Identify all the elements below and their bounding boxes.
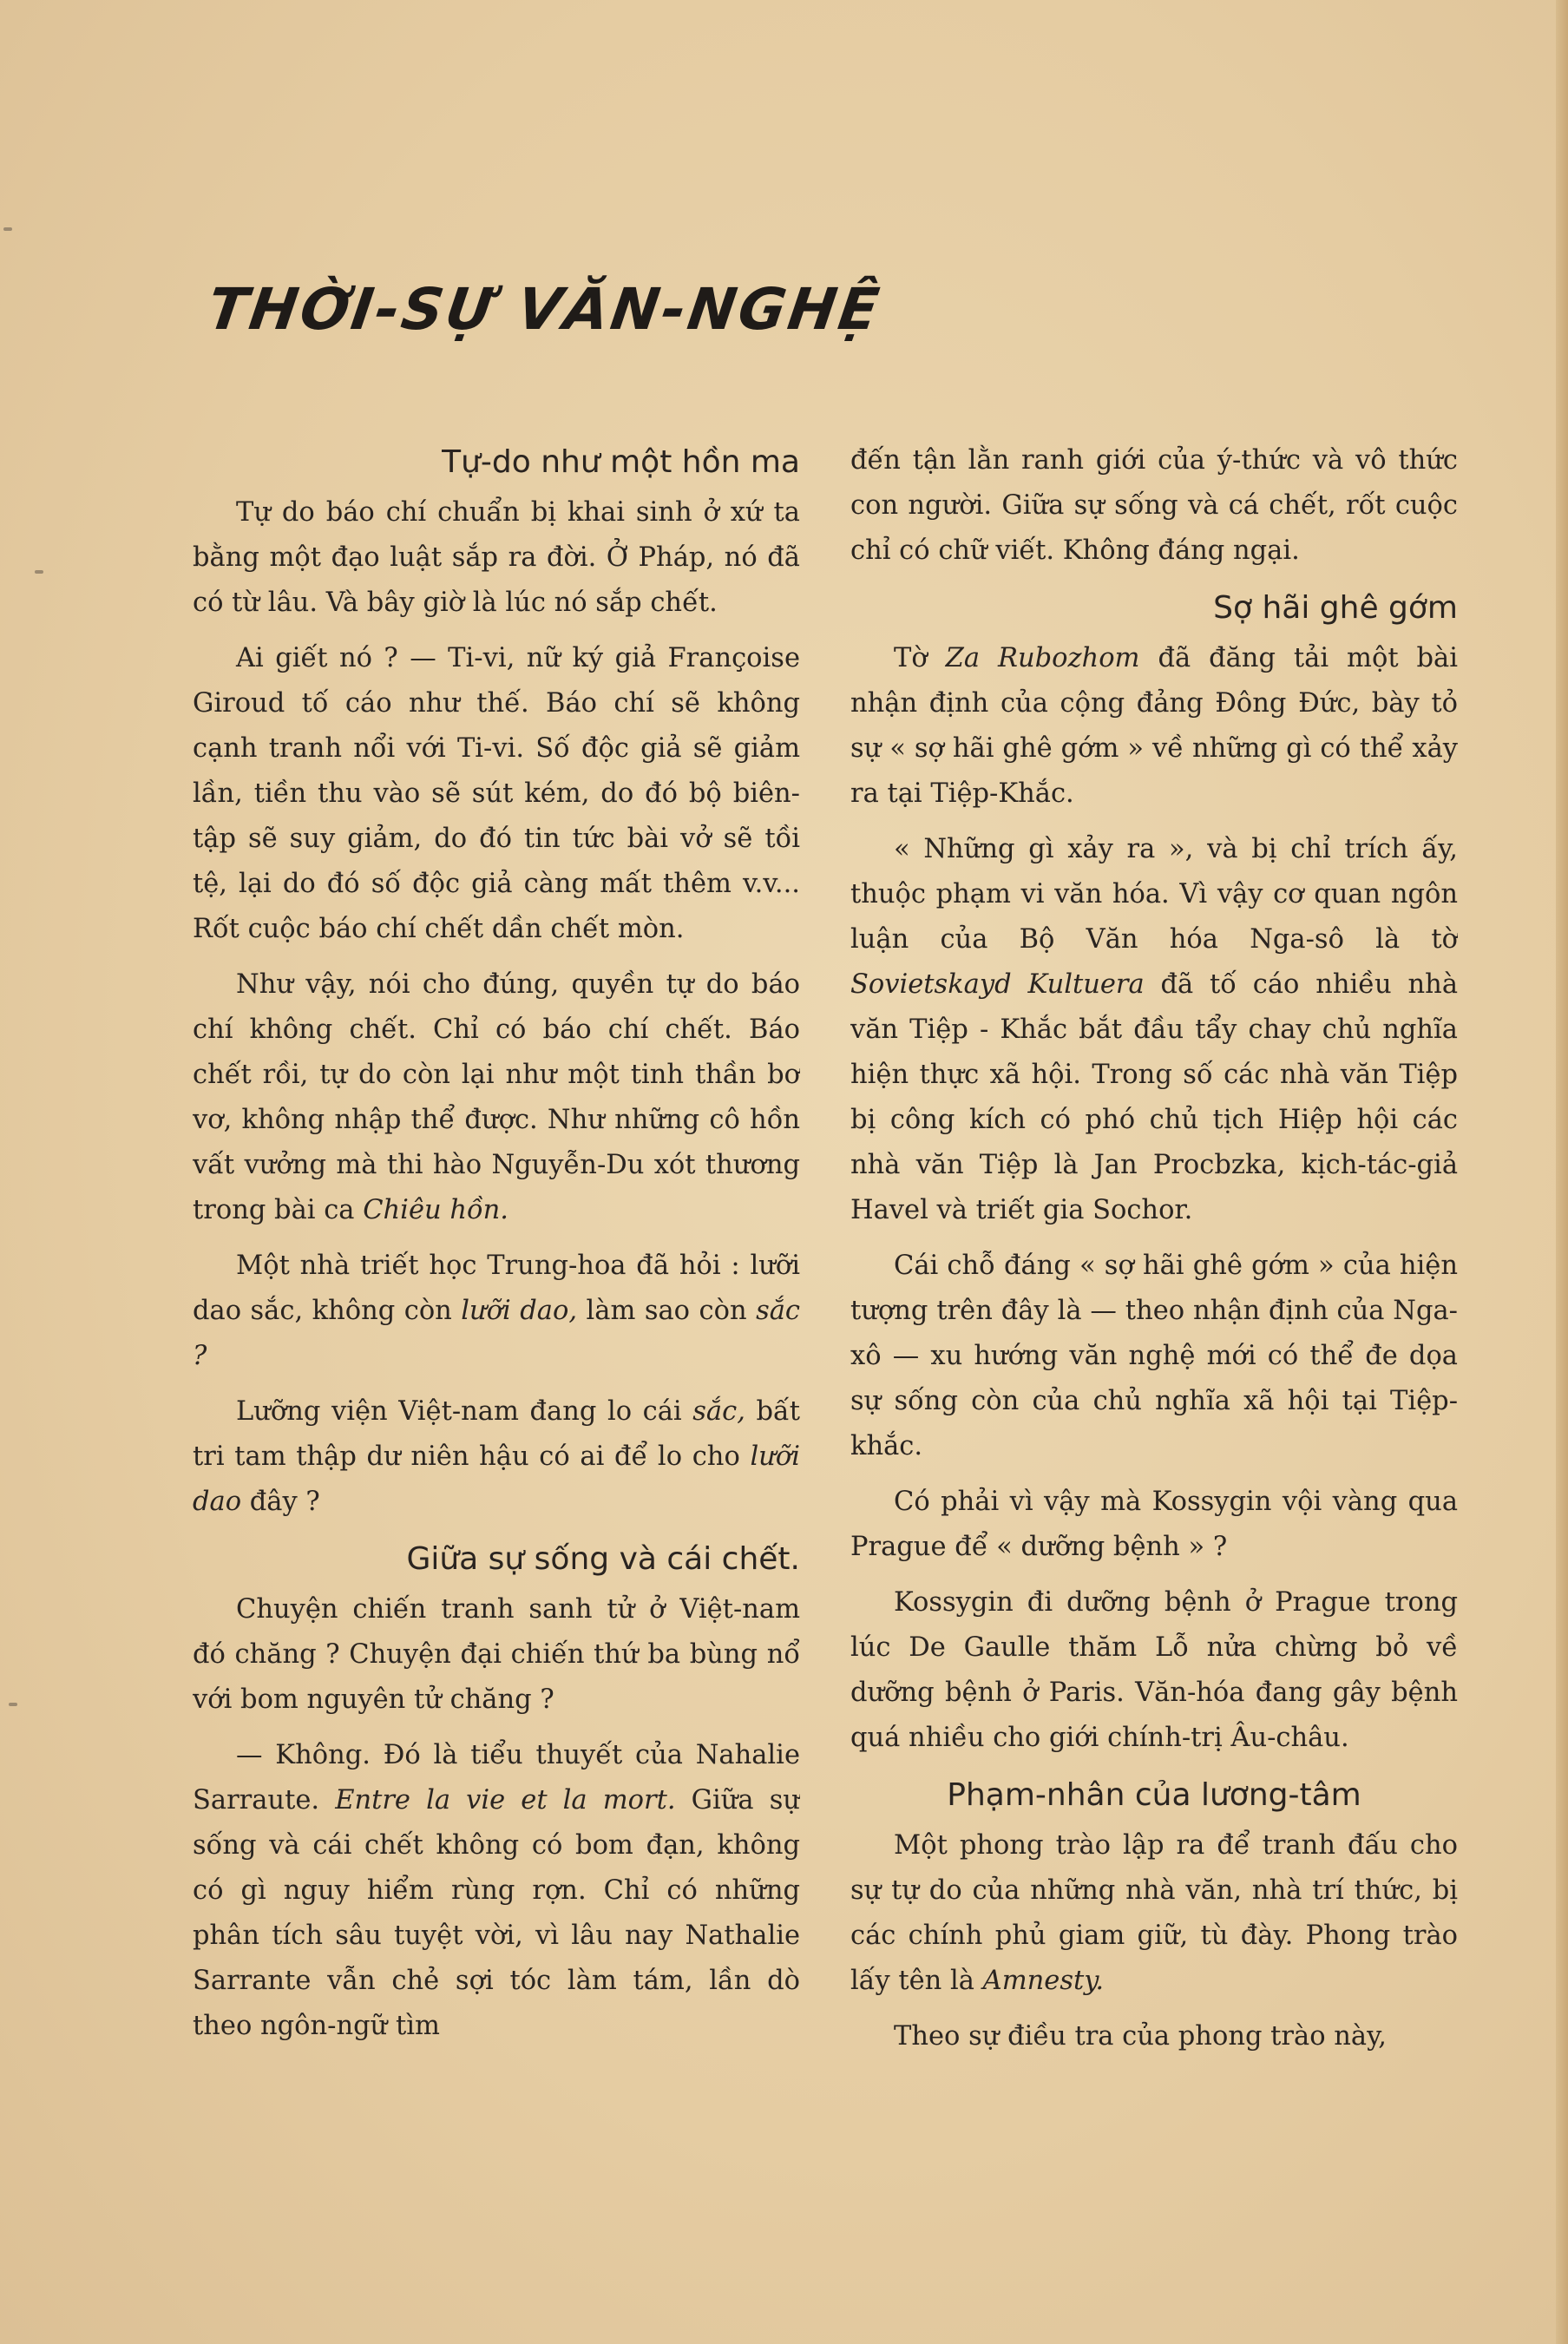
paragraph: Như vậy, nói cho đúng, quyền tự do báo chí không chết. Chỉ có báo chí chết. Báo chết rồi, tự do còn lại như một tinh thần bơ vơ, không nhập thể được. Như những cô hồn vất vưởng mà thi hào Nguyễn-Du xót thương trong bài ca Chiêu hồn. [193, 969, 800, 1225]
paragraph: Theo sự điều tra của phong trào này, [894, 2021, 1387, 2052]
section-masthead: THỜI-SỰ VĂN-NGHỆ [203, 276, 886, 343]
paragraph: Một nhà triết học Trung-hoa đã hỏi : lưỡi dao sắc, không còn lưỡi dao, làm sao còn sắc ? [193, 1251, 800, 1371]
paragraph: đến tận lằn ranh giới của ý-thức và vô thức con người. Giữa sự sống và cá chết, rốt cuộc chỉ có chữ viết. Không đáng ngại. [850, 445, 1458, 566]
article-heading: Tự-do như một hồn ma [442, 444, 800, 480]
paragraph: Lưỡng viện Việt-nam đang lo cái sắc, bất tri tam thập dư niên hậu có ai để lo cho lưỡi dao đây ? [193, 1396, 800, 1517]
binding-mark [9, 1703, 17, 1706]
paragraph: — Không. Đó là tiểu thuyết của Nahalie Sarraute. Entre la vie et la mort. Giữa sự sống và cái chết không có bom đạn, không có gì nguy hiểm rùng rợn. Chỉ có những phân tích sâu tuyệt vời, vì lâu nay Nathalie Sarrante vẫn chẻ sợi tóc làm tám, lần dò theo ngôn-ngữ tìm [193, 1740, 800, 2041]
paragraph: Tự do báo chí chuẩn bị khai sinh ở xứ ta bằng một đạo luật sắp ra đời. Ở Pháp, nó đã có từ lâu. Và bây giờ là lúc nó sắp chết. [193, 497, 800, 618]
article-heading: Phạm-nhân của lương-tâm [947, 1777, 1361, 1813]
paragraph: Ai giết nó ? — Ti-vi, nữ ký giả Françoise Giroud tố cáo như thế. Báo chí sẽ không cạnh tranh nổi với Ti-vi. Số độc giả sẽ giảm lần, tiền thu vào sẽ sút kém, do đó bộ biên-tập sẽ suy giảm, do đó tin tức bài vở sẽ tồi tệ, lại do đó số độc giả càng mất thêm v.v... Rốt cuộc báo chí chết dần chết mòn. [193, 643, 800, 944]
right-column [850, 438, 1458, 2226]
binding-mark [35, 570, 43, 574]
paragraph: Kossygin đi dưỡng bệnh ở Prague trong lúc De Gaulle thăm Lỗ nửa chừng bỏ về dưỡng bệnh ở Paris. Văn-hóa đang gây bệnh quá nhiều cho giới chính-trị Âu-châu. [850, 1587, 1458, 1753]
paragraph: Có phải vì vậy mà Kossygin vội vàng qua Prague để « dưỡng bệnh » ? [850, 1487, 1458, 1562]
left-column [193, 438, 800, 2226]
paragraph: « Những gì xảy ra », và bị chỉ trích ấy, thuộc phạm vi văn hóa. Vì vậy cơ quan ngôn luận của Bộ Văn hóa Nga-sô là tờ Sovietskayd Kultuera đã tố cáo nhiều nhà văn Tiệp - Khắc bắt đầu tẩy chay chủ nghĩa hiện thực xã hội. Trong số các nhà văn Tiệp bị công kích có phó chủ tịch Hiệp hội các nhà văn Tiệp là Jan Procbzka, kịch-tác-giả Havel và triết gia Sochor. [850, 834, 1458, 1225]
page-edge [1556, 0, 1568, 2344]
article-heading: Giữa sự sống và cái chết. [406, 1541, 800, 1577]
paragraph: Cái chỗ đáng « sợ hãi ghê gớm » của hiện tượng trên đây là — theo nhận định của Nga-xô — xu hướng văn nghệ mới có thể đe dọa sự sống còn của chủ nghĩa xã hội tại Tiệp-khắc. [850, 1251, 1458, 1461]
paragraph: Một phong trào lập ra để tranh đấu cho sự tự do của những nhà văn, nhà trí thức, bị các chính phủ giam giữ, tù đày. Phong trào lấy tên là Amnesty. [850, 1830, 1458, 1996]
article-heading: Sợ hãi ghê gớm [1213, 590, 1458, 626]
paragraph: Tờ Za Rubozhom đã đăng tải một bài nhận định của cộng đảng Đông Đức, bày tỏ sự « sợ hãi ghê gớm » về những gì có thể xảy ra tại Tiệp-Khắc. [850, 643, 1458, 809]
paragraph: Chuyện chiến tranh sanh tử ở Việt-nam đó chăng ? Chuyện đại chiến thứ ba bùng nổ với bom nguyên tử chăng ? [193, 1594, 800, 1715]
binding-mark [3, 227, 12, 231]
